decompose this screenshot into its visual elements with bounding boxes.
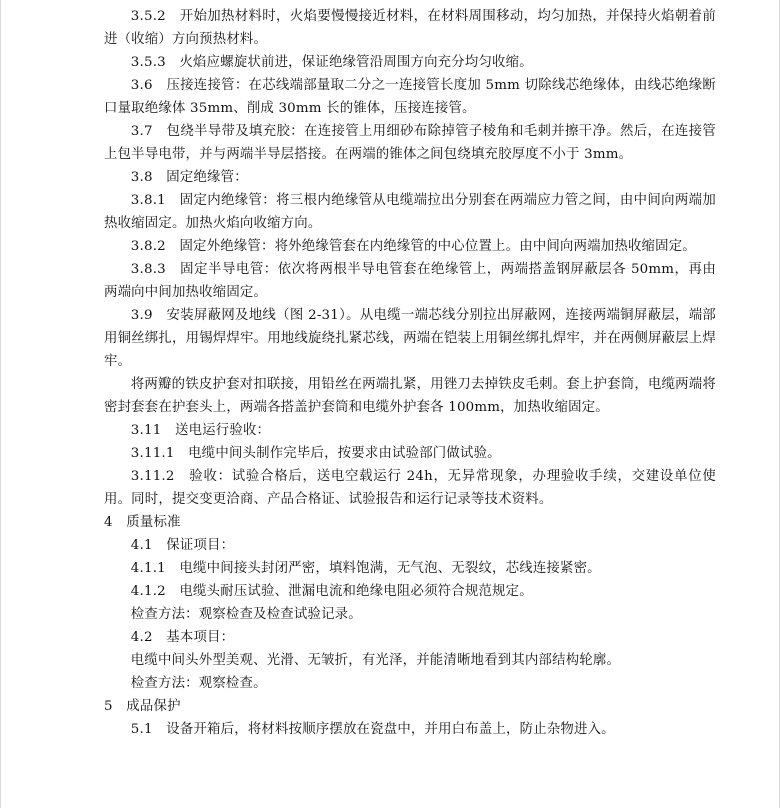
document-body xyxy=(104,5,716,741)
paragraph-4-2: 4.2 基本项目： xyxy=(130,630,235,645)
paragraph-4-1: 4.1 保证项目： xyxy=(130,538,235,553)
paragraph-sleeve: 将两瓣的铁皮护套对扣联接，用铅丝在两端扎紧，用锉刀去掉铁皮毛刺。套上护套筒，电缆两端将密封套套在护套头上，两端各搭盖护套筒和电缆外护套各 100mm，加热收缩固定。 xyxy=(104,377,716,415)
paragraph-3-8-2: 3.8.2 固定外绝缘管：将外绝缘管套在内绝缘管的中心位置上。由中间向两端加热收缩固定。 xyxy=(130,239,696,254)
paragraph-3-9: 3.9 安装屏蔽网及地线（图 2-31）。从电缆一端芯线分别拉出屏蔽网，连接两端铜屏蔽层，端部用铜丝绑扎，用锡焊焊牢。用地线旋绕扎紧芯线，两端在铠装上用铜丝绑扎焊牢，并在两侧屏蔽层上焊牢。 xyxy=(104,308,716,369)
paragraph-3-6: 3.6 压接连接管：在芯线端部量取二分之一连接管长度加 5mm 切除线芯绝缘体，由线芯绝缘断口量取绝缘体 35mm、削成 30mm 长的锥体，压接连接管。 xyxy=(104,78,716,116)
paragraph-5-1: 5.1 设备开箱后，将材料按顺序摆放在瓷盘中，并用白布盖上，防止杂物进入。 xyxy=(130,722,615,737)
paragraph-3-7: 3.7 包绕半导带及填充胶：在连接管上用细砂布除掉管子棱角和毛刺并擦干净。然后，在连接管上包半导电带，并与两端半导层搭接。在两端的锥体之间包绕填充胶厚度不小于 3mm。 xyxy=(104,124,716,162)
heading-5: 5 成品保护 xyxy=(104,699,181,714)
paragraph-4-1-2: 4.1.2 电缆头耐压试验、泄漏电流和绝缘电阻必须符合规范规定。 xyxy=(130,584,533,599)
paragraph-3-8-3: 3.8.3 固定半导电管：依次将两根半导电管套在绝缘管上，两端搭盖钢屏蔽层各 50mm，再由两端向中间加热收缩固定。 xyxy=(104,262,716,300)
paragraph-check-method-2: 检查方法：观察检查。 xyxy=(130,676,267,691)
paragraph-3-8: 3.8 固定绝缘管： xyxy=(130,170,248,185)
paragraph-3-5-2: 3.5.2 开始加热材料时，火焰要慢慢接近材料，在材料周围移动，均匀加热，并保持火焰朝着前进（收缩）方向预热材料。 xyxy=(104,9,716,47)
paragraph-3-11-1: 3.11.1 电缆中间头制作完毕后，按要求由试验部门做试验。 xyxy=(130,446,501,461)
heading-4: 4 质量标准 xyxy=(104,515,181,530)
paragraph-3-5-3: 3.5.3 火焰应螺旋状前进，保证绝缘管沿周围方向充分均匀收缩。 xyxy=(130,55,533,70)
paragraph-4-1-1: 4.1.1 电缆中间接头封闭严密，填料饱满，无气泡、无裂纹，芯线连接紧密。 xyxy=(130,561,601,576)
paragraph-check-method-1: 检查方法：观察检查及检查试验记录。 xyxy=(130,607,362,622)
paragraph-3-8-1: 3.8.1 固定内绝缘管：将三根内绝缘管从电缆端拉出分别套在两端应力管之间，由中间向两端加热收缩固定。加热火焰向收缩方向。 xyxy=(104,193,716,231)
paragraph-appearance: 电缆中间头外型美观、光滑、无皱折，有光泽，并能清晰地看到其内部结构轮廓。 xyxy=(130,653,621,668)
paragraph-3-11-2: 3.11.2 验收：试验合格后，送电空载运行 24h，无异常现象，办理验收手续，交建设单位使用。同时，提交变更洽商、产品合格证、试验报告和运行记录等技术资料。 xyxy=(104,469,716,507)
paragraph-3-11: 3.11 送电运行验收： xyxy=(130,423,271,438)
